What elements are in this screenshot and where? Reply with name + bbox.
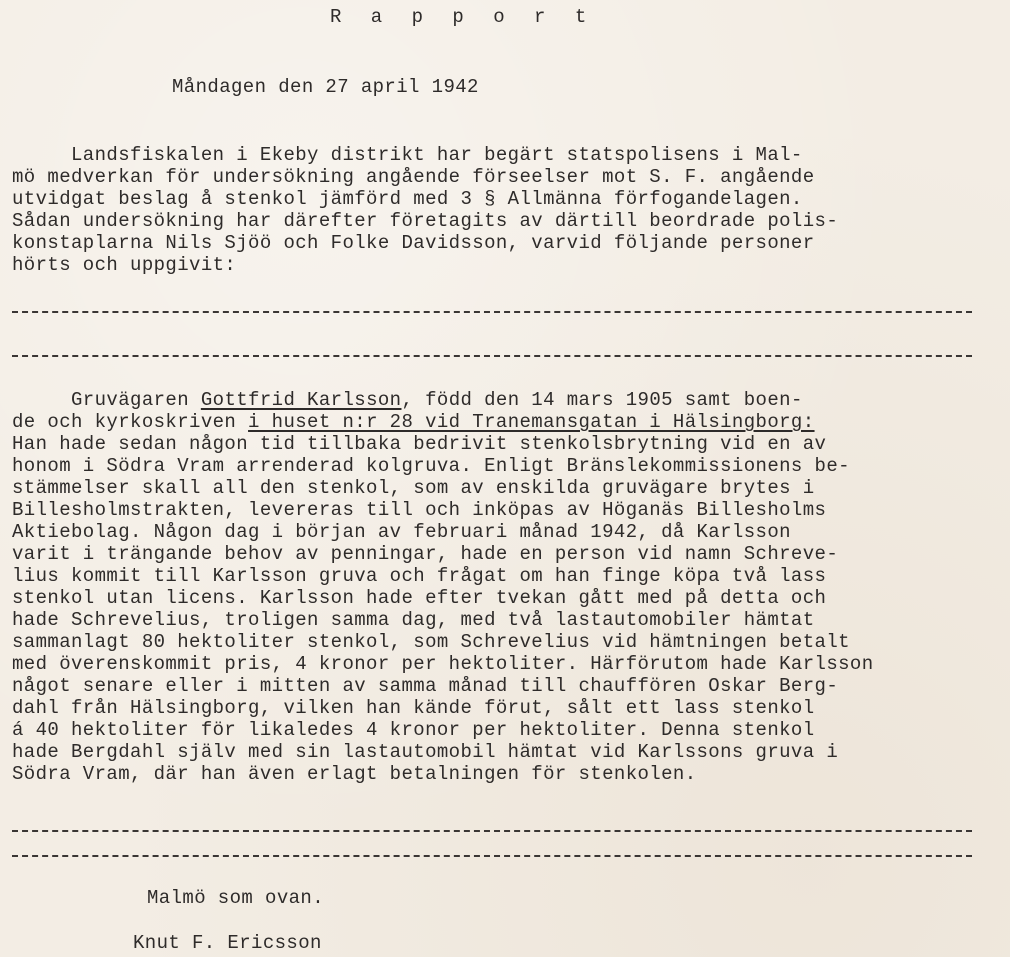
statement-line: honom i Södra Vram arrenderad kolgruva. Enligt Bränslekommissionens be- <box>12 455 850 477</box>
dashed-separator <box>12 830 972 832</box>
statement-line <box>12 389 803 411</box>
statement-line: hade Schrevelius, troligen samma dag, med två lastautomobiler hämtat <box>12 609 815 631</box>
statement-line: dahl från Hälsingborg, vilken han kände förut, sålt ett lass stenkol <box>12 697 815 719</box>
statement-line: hade Bergdahl själv med sin lastautomobil hämtat vid Karlssons gruva i <box>12 741 839 763</box>
statement-line: stämmelser skall all den stenkol, som av enskilda gruvägare brytes i <box>12 477 815 499</box>
statement-line: varit i trängande behov av penningar, hade en person vid namn Schreve- <box>12 543 839 565</box>
person-name: Gottfrid Karlsson <box>200 389 402 411</box>
statement-line: med överenskommit pris, 4 kronor per hektoliter. Härförutom hade Karlsson <box>12 653 874 675</box>
statement-line: lius kommit till Karlsson gruva och frågat om han finge köpa två lass <box>12 565 827 587</box>
statement-line: något senare eller i mitten av samma månad till chauffören Oskar Berg- <box>12 675 839 697</box>
date-line: Måndagen den 27 april 1942 <box>172 76 479 98</box>
intro-line: Sådan undersökning har därefter företagits av därtill beordrade polis- <box>12 210 839 232</box>
intro-line: hörts och uppgivit: <box>12 254 237 276</box>
address: i huset n:r 28 vid Tranemansgatan i Hälsingborg: <box>248 411 815 433</box>
report-title: R a p p o r t <box>330 6 596 28</box>
statement-line: sammanlagt 80 hektoliter stenkol, som Schrevelius vid hämtningen betalt <box>12 631 850 653</box>
dashed-separator <box>12 311 972 313</box>
dashed-separator <box>12 855 972 857</box>
statement-text: , född den 14 mars 1905 samt boen- <box>401 389 803 411</box>
statement-text: de och kyrkoskriven <box>12 411 249 433</box>
intro-line: utvidgat beslag å stenkol jämförd med 3 § Allmänna förfogandelagen. <box>12 188 803 210</box>
intro-line: mö medverkan för undersökning angående förseelser mot S. F. angående <box>12 166 815 188</box>
signature: Knut F. Ericsson <box>133 932 322 954</box>
closing-line: Malmö som ovan. <box>147 887 325 909</box>
intro-line: Landsfiskalen i Ekeby distrikt har begärt statspolisens i Mal- <box>12 144 803 166</box>
statement-text: Gruvägaren <box>12 389 201 411</box>
intro-line: konstaplarna Nils Sjöö och Folke Davidsson, varvid följande personer <box>12 232 815 254</box>
statement-line <box>12 411 815 433</box>
statement-line: Han hade sedan någon tid tillbaka bedrivit stenkolsbrytning vid en av <box>12 433 827 455</box>
statement-line: á 40 hektoliter för likaledes 4 kronor per hektoliter. Denna stenkol <box>12 719 815 741</box>
statement-line: stenkol utan licens. Karlsson hade efter tvekan gått med på detta och <box>12 587 827 609</box>
statement-line: Billesholmstrakten, levereras till och inköpas av Höganäs Billesholms <box>12 499 827 521</box>
statement-line: Aktiebolag. Någon dag i början av februari månad 1942, då Karlsson <box>12 521 791 543</box>
dashed-separator <box>12 355 972 357</box>
statement-line: Södra Vram, där han även erlagt betalningen för stenkolen. <box>12 763 697 785</box>
